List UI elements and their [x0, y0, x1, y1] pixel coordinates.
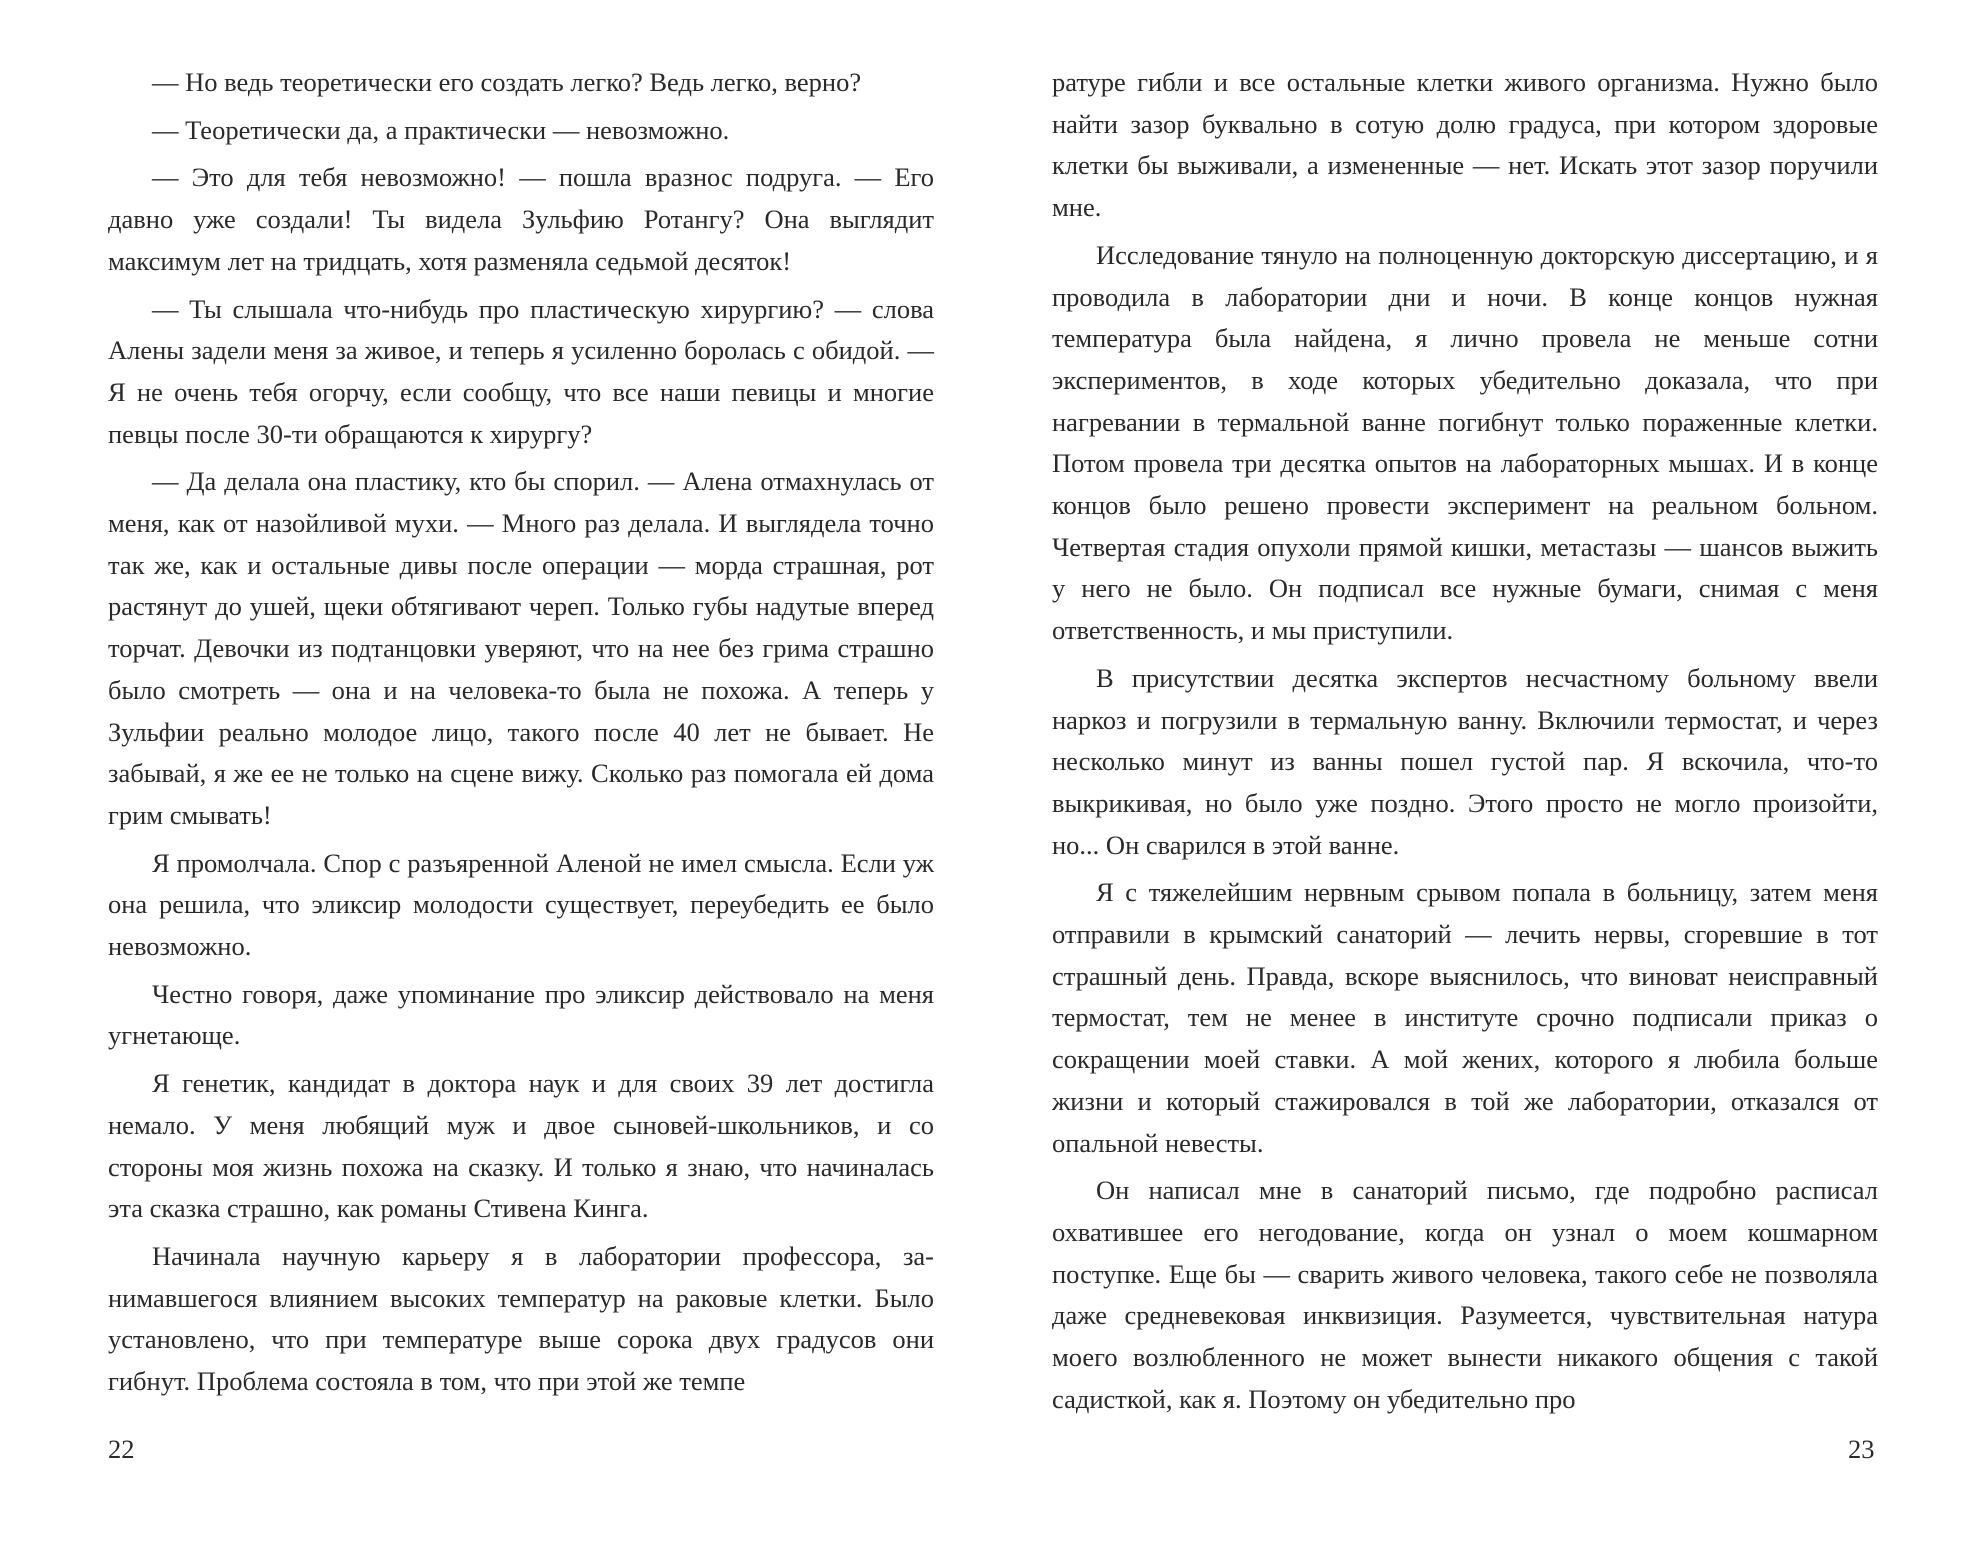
paragraph: Честно говоря, даже упоминание про эликсир действовало на меня угнетающе.	[108, 978, 934, 1051]
paragraph: Я промолчала. Спор с разъяренной Аленой не имел смысла. Если уж она решила, что эликсир молодости существует, переубедить ее было невозможно.	[108, 847, 934, 962]
paragraph: — Теоретически да, а практически — невозможно.	[152, 114, 730, 145]
paragraph: — Но ведь теоретически его создать легко? Ведь легко, верно?	[152, 67, 862, 97]
paragraph: Исследование тянуло на полноценную докторскую диссертацию, и я проводила в лаборатории дни и ночи. В конце концов нужная температура была найдена, я лично провела не меньше сотни экспериментов, в ходе которых убедительно доказала, что при нагревании в термальной ванне погибнут только пораженные клетки. Потом провела три десятка опытов на лабораторных мышах. И в конце концов было решено провести эксперимент на реальном больном. Четвертая стадия опухоли прямой кишки, метастазы — шансов выжить у него не было. Он подписал все нужные бумаги, снимая с меня ответственность, и мы приступили.	[1052, 239, 1878, 646]
right-page	[1052, 62, 1878, 1432]
left-page	[108, 62, 934, 1432]
paragraph: Он написал мне в санаторий письмо, где подробно расписал охватившее его негодование, когда он узнал о моем кошмарном поступке. Еще бы — сварить живого человека, такого себе не позволяла даже средневековая инквизиция. Разумеется, чувствительная натура моего возлюбленного не может вынести никакого общения с такой садисткой, как я. Поэтому он убедительно про	[1052, 1175, 1878, 1414]
paragraph: — Да делала она пластику, кто бы спорил. — Алена отмахнулась от меня, как от назойливой мухи. — Много раз делала. И выглядела точно так же, как и остальные дивы после операции — морда страшная, рот растянут до ушей, щеки обтягивают череп. Только губы надутые вперед торчат. Девочки из подтанцовки уверяют, что на нее без грима страшно было смотреть — она и на человека-то была не похожа. А теперь у Зульфии реально молодое лицо, такого после 40 лет не бывает. Не забывай, я же ее не только на сцене вижу. Сколько раз помогала ей дома грим смывать!	[108, 466, 934, 830]
left-page-text	[108, 62, 934, 1403]
right-page-text	[1052, 62, 1878, 1421]
paragraph: — Ты слышала что-нибудь про пластическую хирургию? — слова Алены задели меня за живое, и теперь я усиленно боролась с обидой. — Я не очень тебя огорчу, если сообщу, что все наши певицы и многие певцы после 30-ти обращаются к хирургу?	[108, 293, 934, 449]
page-number-left: 22	[108, 1434, 135, 1464]
paragraph: — Это для тебя невозможно! — пошла вразнос подруга. — Его давно уже создали! Ты видела Зульфию Ротангу? Она выглядит максимум лет на тридцать, хотя разменяла седьмой десяток!	[108, 162, 934, 276]
paragraph: Начинала научную карьеру я в лаборатории профессора, занимавшегося влиянием высоких температур на раковые клетки. Было установлено, что при температуре выше сорока двух градусов они гибнут. Проблема состояла в том, что при этой же темпе	[108, 1240, 934, 1397]
paragraph: Я с тяжелейшим нервным срывом попала в больницу, затем меня отправили в крымский санаторий — лечить нервы, сгоревшие в тот страшный день. Правда, вскоре выяснилось, что виноват неисправный термостат, тем не менее в институте срочно подписали приказ о сокращении моей ставки. А мой жених, которого я любила больше жизни и который стажировался в той же лаборатории, отказался от опальной невесты.	[1052, 877, 1878, 1158]
paragraph: Я генетик, кандидат в доктора наук и для своих 39 лет достигла немало. У меня любящий муж и двое сыновей-школьников, и со стороны моя жизнь похожа на сказку. И только я знаю, что начиналась эта сказка страшно, как романы Стивена Кинга.	[108, 1068, 934, 1224]
paragraph: В присутствии десятка экспертов несчастному больному ввели наркоз и погрузили в термальную ванну. Включили термостат, и через несколько минут из ванны пошел густой пар. Я вскочила, что-то выкрикивая, но было уже поздно. Этого просто не могло произойти, но... Он сварился в этой ванне.	[1052, 662, 1878, 860]
paragraph-continuation: ратуре гибли и все остальные клетки живого организма. Нужно было найти зазор буквально в сотую долю градуса, при котором здоровые клетки бы выживали, а измененные — нет. Искать этот зазор поручили мне.	[1052, 67, 1878, 223]
page-number-right: 23	[1848, 1434, 1875, 1464]
